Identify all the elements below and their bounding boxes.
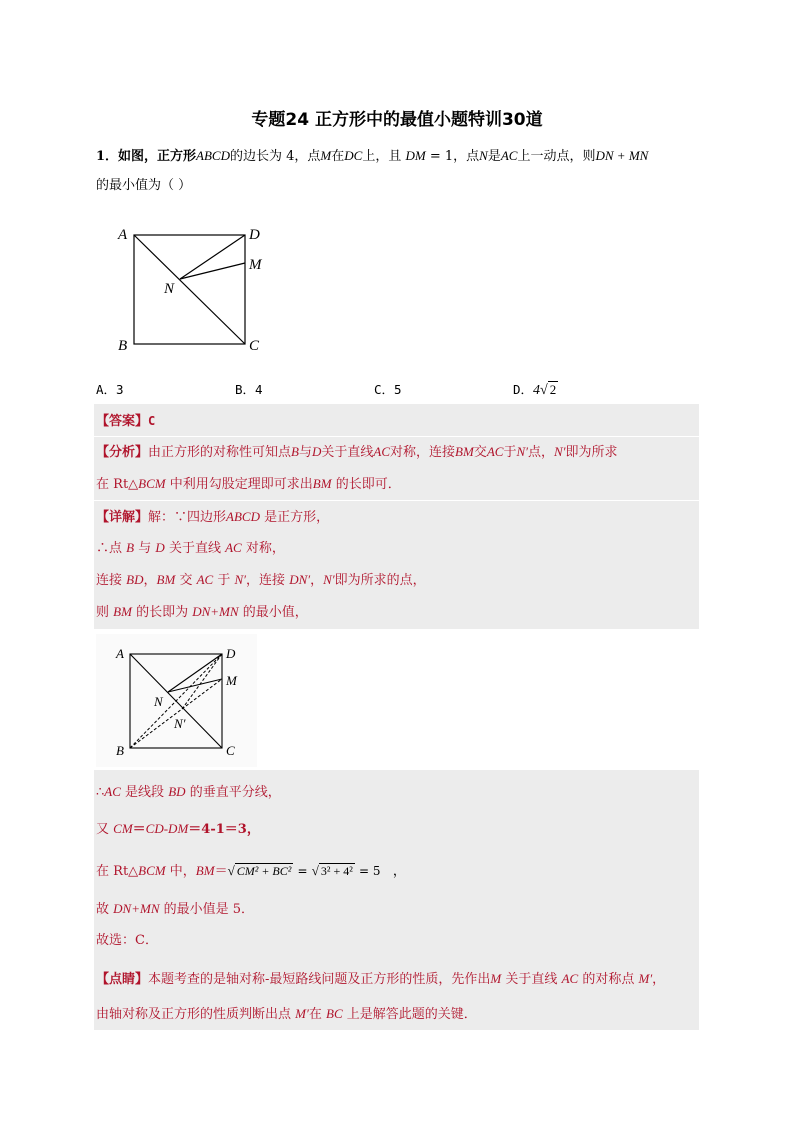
detail-text: 解：∵四边形 [148,510,227,525]
analysis-text: 对称，连接 [390,445,456,460]
label-d: D [249,227,260,243]
detail-text: 连接 [96,573,123,588]
math-expr: = 5 [358,864,381,878]
comment-text: 关于直线 [505,972,558,987]
math-var: BM [312,476,332,491]
comment-tag: 【点睛】 [96,972,149,987]
detail-tag: 【详解】 [96,510,149,525]
detail-text: 又 [96,822,110,837]
detail-line-4 [96,602,308,623]
detail-line-6 [96,819,260,840]
math-var: DC [344,148,363,163]
question-text: ，点 [453,149,480,164]
answer-value: C [148,414,156,428]
question-text: 1．如图，正方形 [96,149,197,164]
detail-text: 于 [217,573,231,588]
math-var: N′ [323,572,335,587]
analysis-text: 于 [503,445,517,460]
detail-text: 故 [96,902,110,917]
analysis-line-2 [96,474,401,495]
detail-text: 则 [96,605,110,620]
math-expr: = 1 [429,149,454,164]
label-n-prime: N′ [174,716,186,731]
detail-line-8 [96,899,254,920]
question-line-2: 的最小值为（ ） [96,178,192,193]
detail-text: 即为所求的点， [334,573,426,588]
math-var: BM [113,604,132,619]
comment-line-2 [96,1004,477,1025]
comment-text: 本题考查的是轴对称-最短路线问题及正方形的性质，先作出 [148,972,491,987]
analysis-text: 交 [473,445,487,460]
option-c[interactable]: C．5 [374,382,402,397]
detail-line-7 [96,861,406,882]
sqrt-radicand: 3² + 4² [320,864,353,878]
math-var: M′ [295,1006,309,1021]
label-d: D [226,646,236,661]
math-var: BC [326,1006,343,1021]
analysis-text: 即为所求 [565,445,618,460]
label-a: A [116,646,124,661]
comment-text: ， [652,972,666,987]
detail-text: 的长即为 [136,605,189,620]
detail-text: 在 [96,864,110,879]
detail-text: 中， [169,864,196,879]
detail-line-1 [96,507,329,528]
answer-line [96,411,155,432]
label-a: A [118,227,128,243]
math-var: M [320,148,332,163]
detail-line-3 [96,570,426,591]
math-var: DN′ [289,572,311,587]
math-var: N′ [554,444,566,459]
square-figure-1 [110,218,280,363]
label-c: C [226,743,235,758]
analysis-tag: 【分析】 [96,445,149,460]
segment-dn [180,235,245,279]
question-text: 是 [487,149,501,164]
option-a[interactable]: A．3 [96,382,124,397]
math-var: Rt△ [113,864,139,879]
math-var: M [490,971,502,986]
question-text: 上一动点，则 [517,149,596,164]
comment-line-1 [96,969,665,990]
detail-text: 交 [179,573,193,588]
page-title: 专题24 正方形中的最值小题特训30道 [251,110,543,130]
option-d-root: 2 [549,382,557,397]
math-var: D [155,540,165,555]
detail-text: ∴ [96,785,105,800]
question-text: 在 [331,149,345,164]
math-var: Rt△ [113,477,139,492]
math-var: N [479,148,488,163]
analysis-text: 由正方形的对称性可知点 [148,445,292,460]
answer-shade [94,404,699,436]
option-d-key: D． [513,382,534,397]
comment-text: 的对称点 [582,972,635,987]
math-expr: = [297,864,308,878]
math-expr: DN + MN [595,148,649,163]
comment-text: 上是解答此题的关键． [346,1007,477,1022]
analysis-text: 点， [528,445,555,460]
detail-text: ＝ [214,864,228,879]
math-var: B [126,540,135,555]
label-n: N [164,281,175,297]
answer-tag: 【答案】 [96,414,149,429]
math-var: N′ [234,572,247,587]
math-var: BD [168,784,186,799]
analysis-text: 在 [96,477,110,492]
option-b[interactable]: B．4 [235,382,263,397]
detail-text: ， [392,864,406,879]
detail-line-5 [96,782,281,803]
math-var: DM [405,148,426,163]
detail-text: ∴点 [96,541,123,556]
label-m: M [226,673,237,688]
math-var: BCM [138,863,166,878]
detail-text: 的最小值是 5． [163,902,255,917]
detail-text: ， [143,573,157,588]
detail-text: 与 [138,541,152,556]
math-var: BM [455,444,474,459]
analysis-text: 关于直线 [321,445,374,460]
math-var: AC [486,444,504,459]
math-var: BCM [138,476,166,491]
label-n: N [154,694,163,709]
detail-line-2 [96,538,285,559]
detail-text: ，连接 [246,573,286,588]
math-expr: DN+MN [192,604,239,619]
option-d-value: 4 [533,383,541,398]
math-var: AC [104,784,121,799]
analysis-text: 中利用勾股定理即可求出 [169,477,313,492]
detail-text: ＝4-1＝3， [188,822,260,837]
option-d[interactable] [513,380,558,399]
square-figure-2 [96,634,257,767]
analysis-line-1 [96,442,618,463]
math-var: ABCD [196,148,230,163]
math-var: ABCD [226,509,260,524]
detail-text: ， [310,573,324,588]
analysis-text: 的长即可． [335,477,401,492]
detail-line-9: 故选：C． [96,933,158,948]
math-var: B [291,444,299,459]
math-var: AC [196,572,214,587]
math-var: AC [561,971,579,986]
math-var: D [312,444,322,459]
detail-text: 的垂直平分线， [189,785,281,800]
detail-text: 是正方形， [264,510,330,525]
math-expr: CD-DM [145,821,189,836]
label-c: C [249,338,260,354]
segment-mn [180,263,245,279]
diagonal-ac [134,235,245,344]
math-var: BD [126,572,144,587]
detail-text: 是线段 [125,785,165,800]
math-var: BM [195,863,215,878]
math-var: BM [156,572,176,587]
math-var: N′ [516,444,528,459]
sqrt-icon: √ [311,863,319,878]
math-var: M′ [638,971,653,986]
label-m: M [249,257,262,273]
analysis-text: 与 [298,445,312,460]
math-var: AC [500,148,518,163]
sqrt-icon: √ [227,863,235,878]
math-var: CM [113,821,133,836]
label-b: B [118,338,128,354]
comment-text: 由轴对称及正方形的性质判断出点 [96,1007,292,1022]
sqrt-radicand: CM² + BC² [236,864,292,878]
sqrt-icon: √ [540,383,548,398]
detail-text: 对称， [245,541,285,556]
detail-text: 关于直线 [168,541,221,556]
question-text: 上，且 [362,149,402,164]
math-var: AC [373,444,391,459]
detail-text: ＝ [132,822,146,837]
question-text: 的边长为 4，点 [230,149,321,164]
math-expr: DN+MN [113,901,160,916]
question-line-1 [96,146,648,167]
label-b: B [116,743,124,758]
math-var: AC [225,540,242,555]
comment-text: 在 [308,1007,322,1022]
detail-text: 的最小值， [242,605,308,620]
